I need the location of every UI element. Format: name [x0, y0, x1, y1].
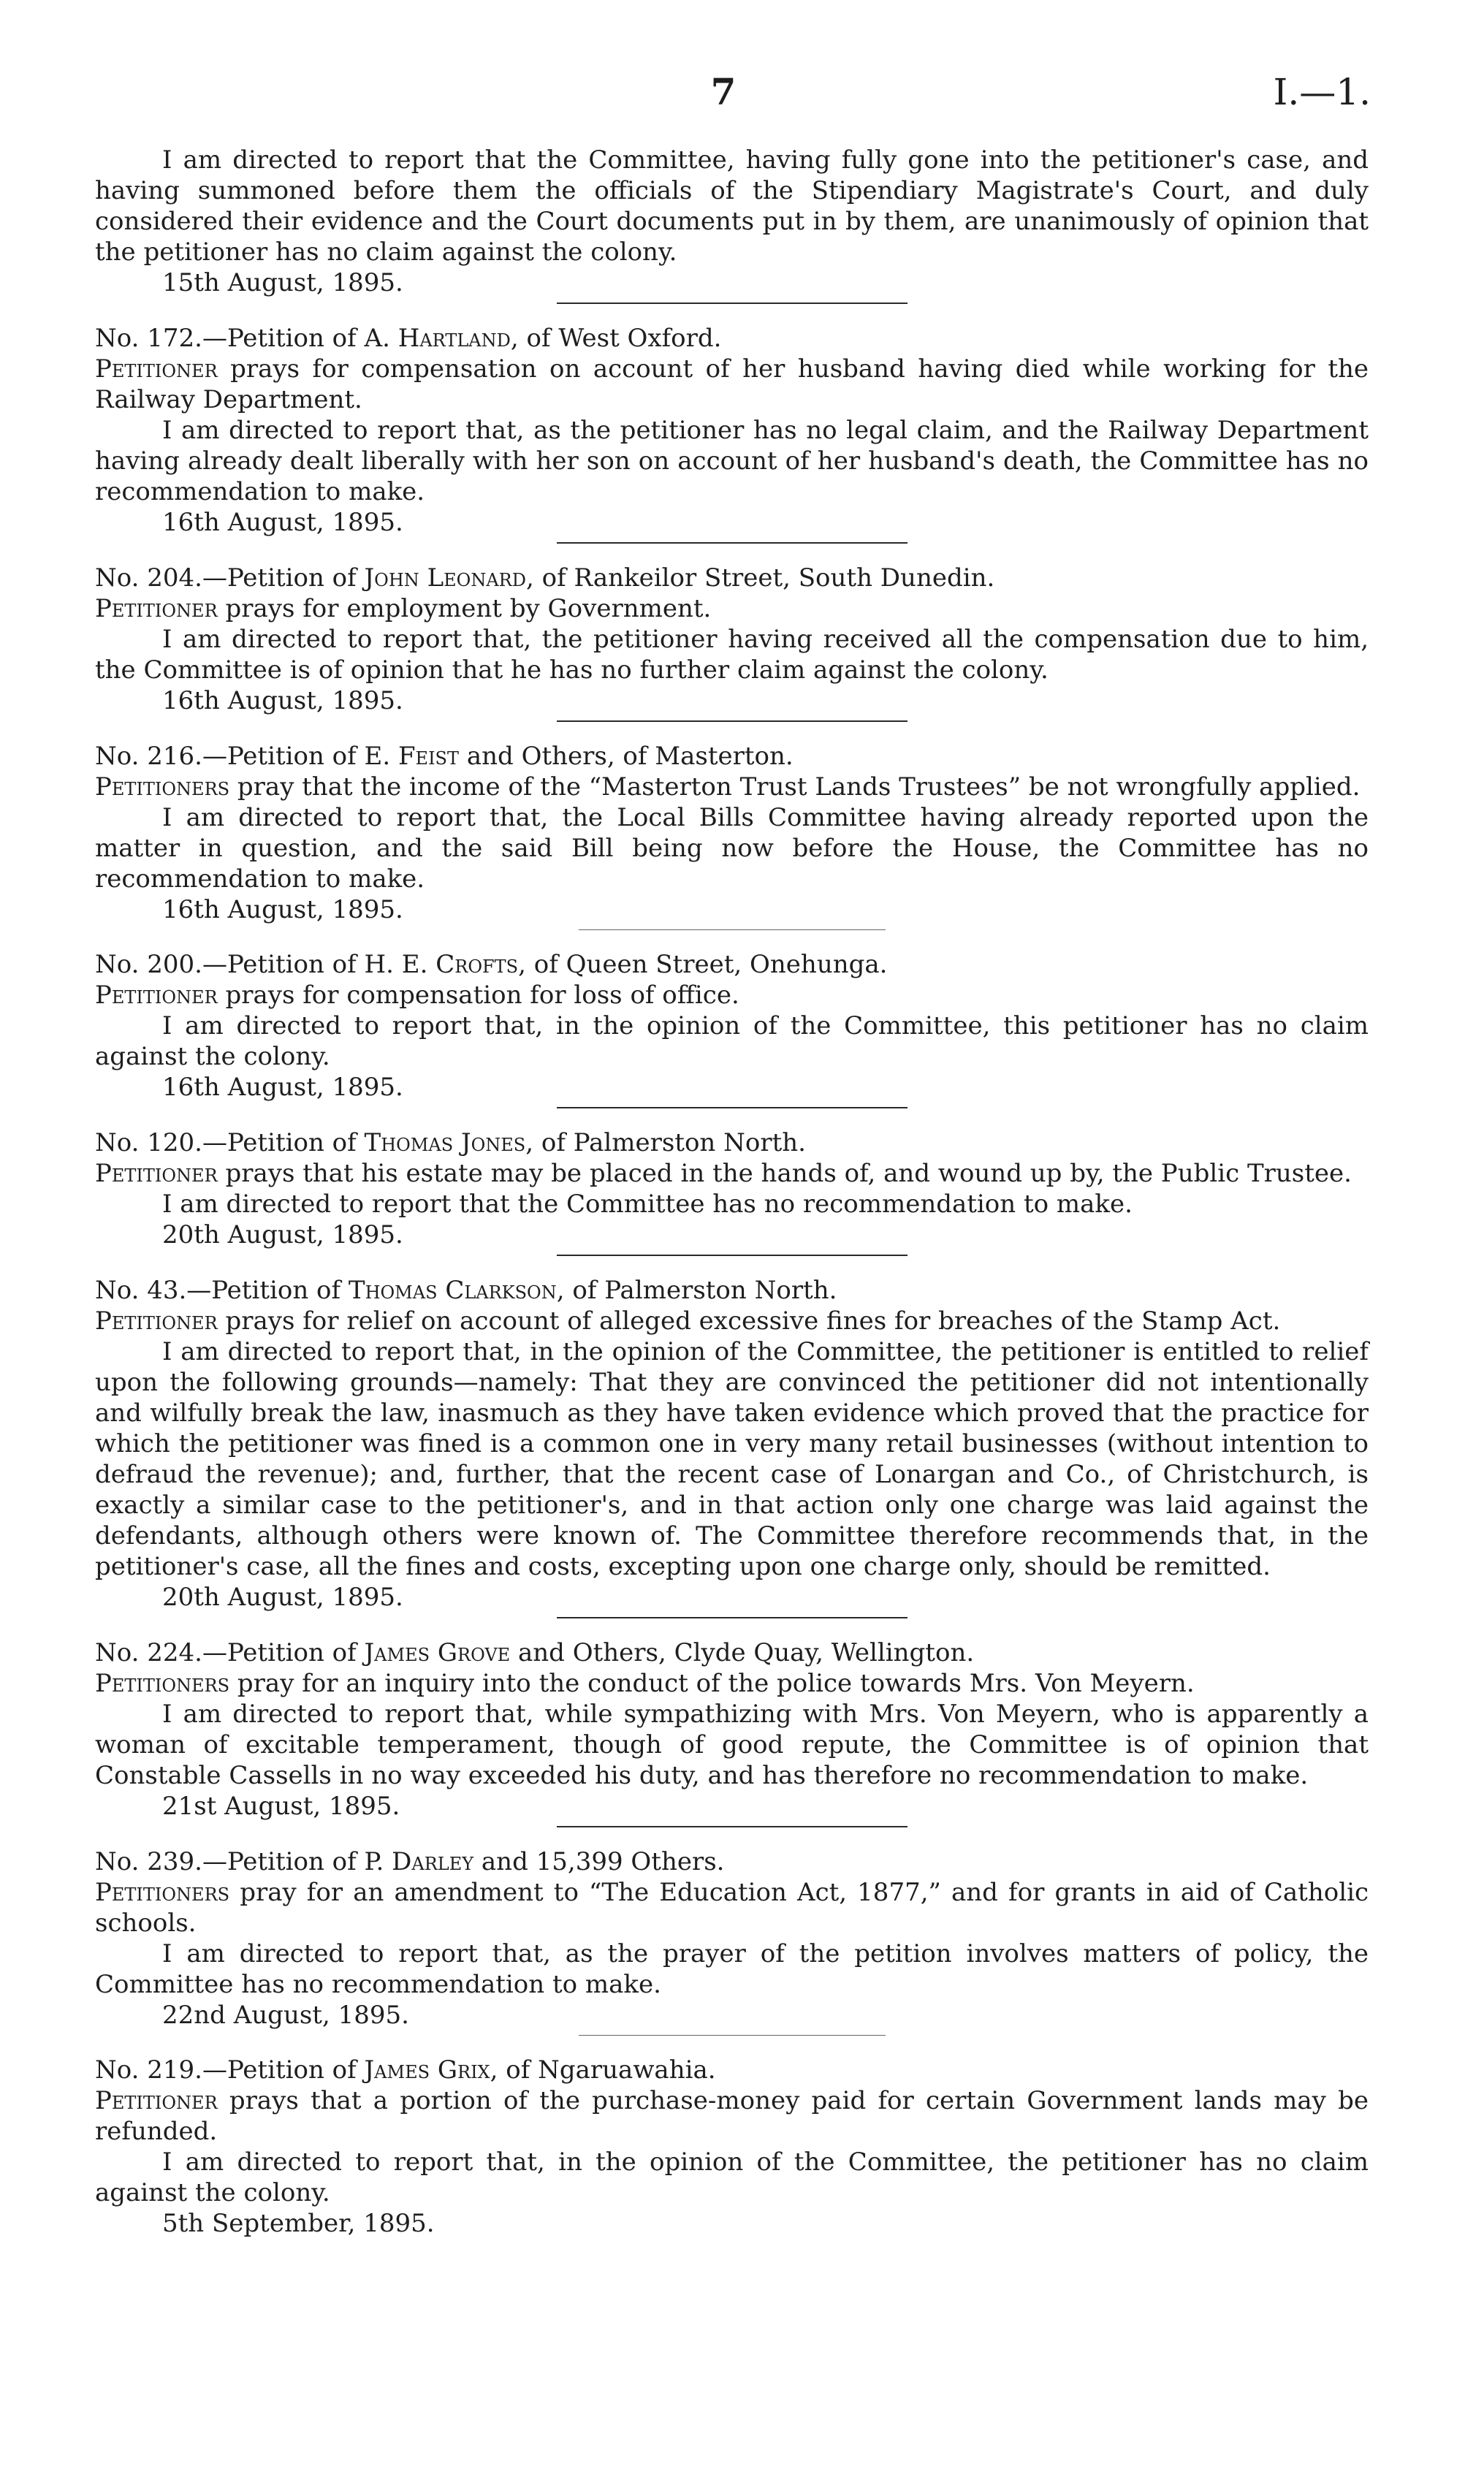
petition-prayer: [95, 1877, 1369, 1938]
petition-section: [95, 1122, 1369, 1256]
report-date: 16th August, 1895.: [162, 1073, 403, 1102]
report-paragraph: I am directed to report that, while sympathizing with Mrs. Von Meyern, who is apparently a woman of excitable temperament, though of good repute, the Committee is of opinion that Constable Cassells in no way exceeded his duty, and has therefore no recommendation to make.: [95, 1700, 1369, 1790]
heading-prefix: No. 239.—Petition of P.: [95, 1847, 392, 1876]
page-number: 7: [710, 70, 737, 113]
heading-prefix: No. 172.—Petition of A.: [95, 324, 398, 353]
prayer-text: prays that his estate may be placed in the hands of, and wound up by, the Public Trustee.: [217, 1159, 1352, 1188]
heading-suffix: and 15,399 Others.: [473, 1847, 725, 1876]
petition-prayer: [95, 772, 1369, 802]
prayer-lead: Petitioner: [95, 1306, 218, 1336]
petition-prayer: [95, 980, 1369, 1011]
report-paragraph: I am directed to report that, in the opinion of the Committee, the petitioner has no claim against the colony.: [95, 2147, 1369, 2207]
heading-prefix: No. 204.—Petition of: [95, 563, 365, 593]
petition-list: [95, 317, 1369, 2239]
petitioner-name: Darley: [392, 1847, 474, 1876]
report-paragraph: I am directed to report that, as the petitioner has no legal claim, and the Railway Department having already dealt liberally with her son on account of her husband's death, the Committee has no recommendation to make.: [95, 416, 1369, 506]
heading-suffix: , of West Oxford.: [510, 324, 722, 353]
prayer-lead: Petitioner: [95, 981, 218, 1010]
report-date: 22nd August, 1895.: [162, 2001, 409, 2030]
section-rule: [579, 2035, 886, 2036]
petition-section: [95, 317, 1369, 544]
prayer-text: prays that a portion of the purchase-money paid for certain Government lands may be refunded.: [95, 2086, 1369, 2146]
intro-report: [95, 145, 1369, 298]
petition-heading: [95, 1122, 1369, 1158]
prayer-text: prays for compensation for loss of office.: [217, 981, 739, 1010]
heading-suffix: , of Palmerston North.: [556, 1276, 837, 1305]
petition-heading: [95, 317, 1369, 354]
heading-prefix: No. 216.—Petition of E.: [95, 742, 398, 771]
prayer-lead: Petitioners: [95, 772, 230, 802]
petitioner-name: James Grix: [364, 2055, 490, 2085]
prayer-lead: Petitioners: [95, 1669, 230, 1698]
section-rule: [557, 1617, 907, 1618]
prayer-text: prays for compensation on account of her husband having died while working for the Railway Department.: [95, 354, 1369, 414]
prayer-text: pray for an amendment to “The Education Act, 1877,” and for grants in aid of Catholic schools.: [95, 1878, 1369, 1938]
petition-section: [95, 1269, 1369, 1618]
petition-section: [95, 735, 1369, 930]
petition-heading: [95, 1269, 1369, 1306]
petition-section: [95, 557, 1369, 722]
report-paragraph: I am directed to report that, the petitioner having received all the compensation due to him, the Committee is of opinion that he has no further claim against the colony.: [95, 625, 1369, 685]
heading-suffix: , of Rankeilor Street, South Dunedin.: [526, 563, 995, 593]
heading-prefix: No. 43.—Petition of: [95, 1276, 349, 1305]
report-date: 20th August, 1895.: [162, 1583, 403, 1612]
heading-suffix: , of Queen Street, Onehunga.: [518, 950, 888, 979]
section-rule: [557, 542, 907, 544]
petition-heading: [95, 2049, 1369, 2085]
petition-section: [95, 2049, 1369, 2239]
prayer-lead: Petitioner: [95, 594, 218, 623]
report-date: 5th September, 1895.: [162, 2209, 435, 2238]
report-paragraph: I am directed to report that the Committee, having fully gone into the petitioner's case, and having summoned before them the officials of the Stipendiary Magistrate's Court, and duly considered their evidence and the Court documents put in by them, are unanimously of opinion that the petitioner has no claim against the colony.: [95, 145, 1369, 267]
prayer-lead: Petitioner: [95, 1159, 218, 1188]
petition-section: [95, 1632, 1369, 1827]
petition-heading: [95, 943, 1369, 980]
section-rule: [557, 1107, 907, 1108]
petition-prayer: [95, 1306, 1369, 1336]
petition-prayer: [95, 593, 1369, 624]
report-paragraph: I am directed to report that, in the opinion of the Committee, the petitioner is entitled to relief upon the following grounds—namely: That they are convinced the petitioner did not intentionally and wilfully break the law, inasmuch as they have taken evidence which proved that the practice for which the petitioner was fined is a common one in very many retail businesses (without intention to defraud the revenue); and, further, that the recent case of Lonargan and Co., of Christchurch, is exactly a similar case to the petitioner's, and in that action only one charge was laid against the defendants, although others were known of. The Committee therefore recommends that, in the petitioner's case, all the fines and costs, excepting upon one charge only, should be remitted.: [95, 1337, 1369, 1581]
report-date: 16th August, 1895.: [162, 895, 403, 924]
petitioner-name: Hartland: [397, 324, 511, 353]
petition-section: [95, 1841, 1369, 2036]
petitioner-name: Crofts: [435, 950, 519, 979]
heading-suffix: and Others, of Masterton.: [459, 742, 794, 771]
petition-prayer: [95, 1158, 1369, 1189]
petitioner-name: Thomas Jones: [364, 1128, 526, 1157]
prayer-text: prays for relief on account of alleged excessive fines for breaches of the Stamp Act.: [217, 1306, 1281, 1336]
report-paragraph: I am directed to report that, the Local Bills Committee having already reported upon the matter in question, and the said Bill being now before the House, the Committee has no recommendation to make.: [95, 803, 1369, 894]
prayer-text: pray that the income of the “Masterton Trust Lands Trustees” be not wrongfully applied.: [229, 772, 1361, 802]
petition-prayer: [95, 1668, 1369, 1699]
heading-suffix: and Others, Clyde Quay, Wellington.: [510, 1638, 975, 1667]
section-rule: [579, 929, 886, 930]
report-date: 21st August, 1895.: [162, 1792, 400, 1821]
petition-heading: [95, 1632, 1369, 1668]
petitioner-name: James Grove: [364, 1638, 511, 1667]
petition-section: [95, 943, 1369, 1108]
petition-prayer: [95, 2085, 1369, 2147]
prayer-text: prays for employment by Government.: [217, 594, 712, 623]
report-date: 16th August, 1895.: [162, 686, 403, 715]
report-paragraph: I am directed to report that the Committee has no recommendation to make.: [162, 1190, 1133, 1219]
section-rule: [557, 720, 907, 722]
section-rule: [557, 1255, 907, 1256]
prayer-text: pray for an inquiry into the conduct of the police towards Mrs. Von Meyern.: [229, 1669, 1195, 1698]
prayer-lead: Petitioner: [95, 354, 218, 384]
heading-prefix: No. 219.—Petition of: [95, 2055, 365, 2085]
petitioner-name: Thomas Clarkson: [348, 1276, 557, 1305]
petitioner-name: John Leonard: [364, 563, 526, 593]
report-date: 16th August, 1895.: [162, 508, 403, 537]
petitioner-name: Feist: [397, 742, 460, 771]
heading-prefix: No. 120.—Petition of: [95, 1128, 365, 1157]
document-reference: I.—1.: [1273, 71, 1371, 113]
petition-heading: [95, 557, 1369, 593]
section-rule: [557, 1826, 907, 1827]
report-paragraph: I am directed to report that, as the prayer of the petition involves matters of policy, the Committee has no recommendation to make.: [95, 1939, 1369, 1999]
petition-heading: [95, 1841, 1369, 1877]
heading-suffix: , of Ngaruawahia.: [490, 2055, 716, 2085]
prayer-lead: Petitioner: [95, 2086, 218, 2115]
heading-prefix: No. 200.—Petition of H. E.: [95, 950, 436, 979]
report-date: 20th August, 1895.: [162, 1220, 403, 1249]
petition-prayer: [95, 354, 1369, 415]
section-rule: [557, 303, 907, 304]
report-date: 15th August, 1895.: [162, 268, 403, 297]
page-body: [95, 145, 1369, 2239]
heading-suffix: , of Palmerston North.: [525, 1128, 806, 1157]
report-paragraph: I am directed to report that, in the opinion of the Committee, this petitioner has no claim against the colony.: [95, 1011, 1369, 1071]
petition-heading: [95, 735, 1369, 772]
prayer-lead: Petitioners: [95, 1878, 230, 1907]
heading-prefix: No. 224.—Petition of: [95, 1638, 365, 1667]
